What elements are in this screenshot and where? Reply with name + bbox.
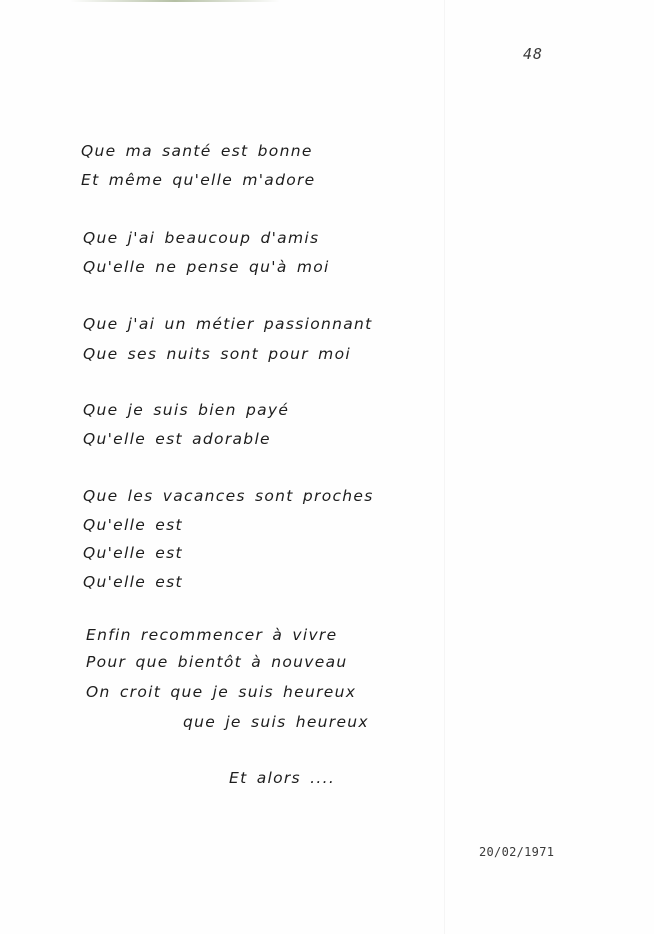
poem-line: Que je suis bien payé [83, 401, 290, 419]
poem-line: On croit que je suis heureux [86, 683, 357, 701]
poem-closing-line: Et alors .... [229, 769, 336, 787]
poem-line: Qu'elle est [83, 516, 183, 534]
page-number: 48 [523, 45, 544, 63]
poem-line: Pour que bientôt à nouveau [86, 653, 348, 671]
poem-line: Que ses nuits sont pour moi [83, 345, 351, 363]
poem-line: Qu'elle est [83, 544, 183, 562]
poem-line: que je suis heureux [183, 713, 369, 731]
poem-line: Enfin recommencer à vivre [86, 626, 338, 644]
poem-line: Qu'elle est [83, 573, 183, 591]
date-stamp: 20/02/1971 [479, 845, 555, 859]
poem-line: Que les vacances sont proches [83, 487, 374, 505]
poem-line: Que j'ai beaucoup d'amis [83, 229, 320, 247]
poem-line: Que j'ai un métier passionnant [83, 315, 373, 333]
poem-line: Et même qu'elle m'adore [81, 171, 316, 189]
poem-line: Qu'elle ne pense qu'à moi [83, 258, 330, 276]
poem-line: Qu'elle est adorable [83, 430, 271, 448]
poem-line: Que ma santé est bonne [81, 142, 313, 160]
